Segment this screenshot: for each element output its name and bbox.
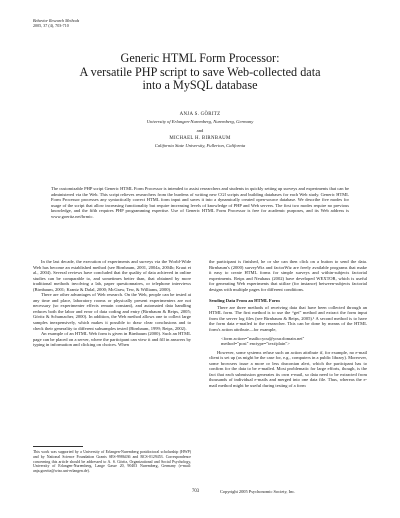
abstract: The customizable PHP script Generic HTML Form Processor is intended to assist researchers and students in quickly setting up surveys and experiments that can be administered via the Web. This script relieves researchers from the burdens of writing new CGI scripts and building databases for each Web study. Generic HTML Form Processor processes any syntactically correct HTML form input and saves it into a dynamically created open-source database. We describe five modes for usage of the script that allow increasing functionality but require increasing levels of knowledge of PHP and Web servers. The first two modes require no previous knowledge, and the fifth requires PHP programming expertise. Use of Generic HTML Form Processor is free for academic purposes, and its Web address is www.goeritz.net/brmic. xyxy=(51,186,349,219)
author-name: ANJA S. GÖRITZ xyxy=(179,112,221,117)
authors-conjunction: and xyxy=(196,128,204,133)
copyright-notice: Copyright 2005 Psychonomic Society, Inc. xyxy=(220,489,296,494)
title-line-1: Generic HTML Form Processor: xyxy=(120,51,280,65)
body-paragraph: the participant is finished, he or she can then click on a button to send the data. Birnbaum's (2000) surveyWiz and factorWiz are freely available programs that make it easy to create HTML forms for simple surveys and within-subjects factorial experiments. Reips and Neuhaus (2002) have developed WEXTOR, which is useful for generating Web experiments that utilize (for instance) between-subjects factorial designs with multiple pages for different conditions. xyxy=(209,259,367,292)
code-line xyxy=(209,336,367,347)
body-paragraph: In the last decade, the execution of experiments and surveys via the World-Wide Web has become an established method (see Birnbaum, 2001, 2004a, 2004b; Kraut et al., 2004). Several reviews have concluded that the quality of data achieved in online studies can be comparable to, and sometimes better than, that obtained by more traditional methods involving a lab, paper questionnaires, or telephone interviews (Birnbaum, 2001; Krantz & Dalal, 2000; McGraw, Tew, & Williams, 2000). xyxy=(33,259,191,292)
body-paragraph: However, some systems refuse such an action attribute if, for example, no e-mail client is set up (as might be the case for, e.g., computers in a public library). Moreover, some browsers issue a more or less draconian alert, which the participant has to confirm for the data to be e-mailed. Most problematic for large efforts, though, is the fact that each submission generates its own e-mail, so data need to be extracted from thousands of individual e-mails and merged into one data file. Thus, whereas the e-mail method might be useful during testing of a form xyxy=(209,349,367,388)
author-affiliation: University of Erlangen-Nuremberg, Nuremberg, Germany xyxy=(146,119,254,124)
right-column xyxy=(209,259,367,388)
title-line-2: A versatile PHP script to save Web-collected data xyxy=(79,64,321,79)
title-line-3: into a MySQL database xyxy=(142,78,258,93)
author-name: MICHAEL H. BIRNBAUM xyxy=(169,136,231,141)
section-heading: Sending Data From an HTML Form xyxy=(209,298,280,304)
body-paragraph: An example of an HTML Web form is given in Birnbaum (2000). Such an HTML page can be placed on a server, where the participant can view it and fill in answers by typing in information and clicking on choices. When xyxy=(33,331,191,348)
left-column xyxy=(33,259,191,348)
journal-name: Behavior Research Methods xyxy=(33,18,80,23)
footnote-divider xyxy=(33,446,83,447)
code-line-1: <form action="mailto:you@your.domain.net" xyxy=(221,335,305,341)
page-number: 703 xyxy=(192,489,200,494)
code-line-2: method="post" enctype="text/plain"> xyxy=(221,341,290,347)
body-paragraph: There are other advantages of Web research. On the Web, people can be tested at any time and place, laboratory rooms or physically present experimenters are not necessary (so experimenter effects remain constant), and automated data handling reduces both the labor and error of data coding and entry (Birnbaum & Reips, 2005; Göritz & Schumacher, 2000). In addition, the Web method allows one to collect large samples inexpensively, which makes it possible to draw clear conclusions and to check their generality to different subsamples tested (Birnbaum, 1999; Reips, 2002). xyxy=(33,292,191,331)
article-title xyxy=(40,52,360,93)
journal-header xyxy=(33,18,79,28)
body-paragraph: There are three methods of receiving data that have been collected through an HTML form. The first method is to use the “get” method and extract the form input from the server log files (see Birnbaum & Reips, 2005).¹ A second method is to have the form data e-mailed to the researcher. This can be done by means of the HTML form's action attribute—for example, xyxy=(209,304,367,333)
footnote: This work was supported by a University of Erlangen-Nuremberg postdoctoral scholarship (HWP) and by National Science Foundation Grants SES-9986436 and BCS-0129453. Correspondence concerning this article should be addressed to A. S. Göritz, Organizational and Social Psychology, University of Erlangen-Nuremberg, Lange Gasse 20, 90403 Nuremberg, Germany (e-mail: anja.goeritz@wiso.uni-erlangen.de). xyxy=(33,450,191,474)
author-affiliation: California State University, Fullerton, California xyxy=(154,143,246,148)
journal-volume: 2005, 37 (4), 703-710 xyxy=(33,23,69,28)
